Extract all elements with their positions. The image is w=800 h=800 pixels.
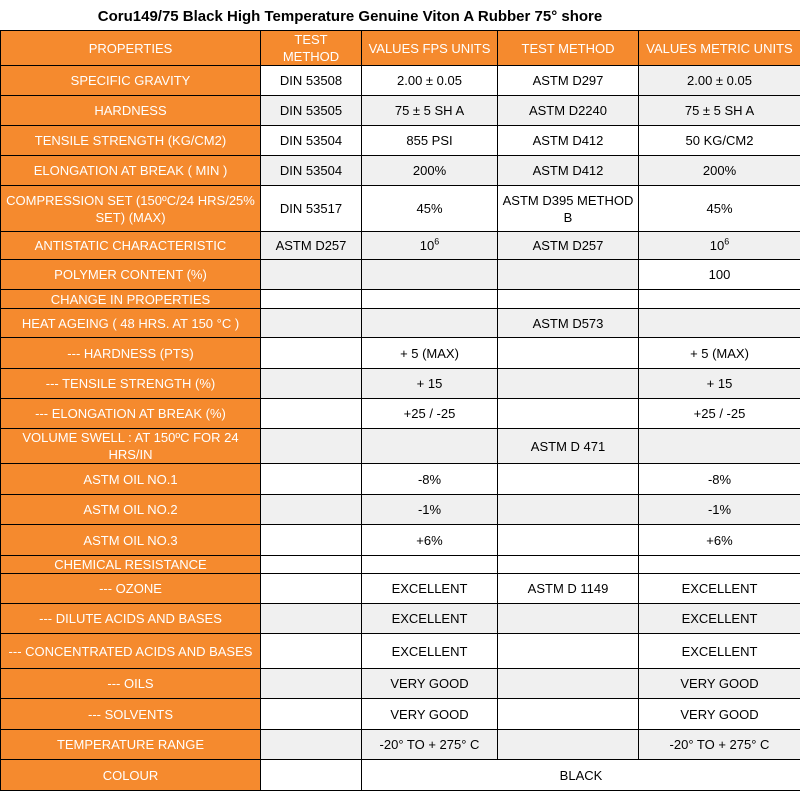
test-method-1 [261, 338, 362, 369]
table-row [1, 730, 800, 760]
section-title: CHEMICAL RESISTANCE [1, 556, 261, 574]
value-fps: + 5 (MAX) [362, 338, 498, 369]
header-properties: PROPERTIES [1, 31, 261, 66]
property-name: HEAT AGEING ( 48 HRS. AT 150 °C ) [1, 309, 261, 338]
test-method-2 [498, 604, 639, 634]
test-method-1 [261, 760, 362, 791]
test-method-2 [498, 730, 639, 760]
document-title: Coru149/75 Black High Temperature Genuine Viton A Rubber 75° shore [97, 8, 603, 25]
property-name: --- OILS [1, 669, 261, 699]
property-name: --- SOLVENTS [1, 699, 261, 730]
property-name: COLOUR [1, 760, 261, 791]
value-fps: -1% [362, 495, 498, 525]
test-method-2: ASTM D412 [498, 156, 639, 186]
test-method-1 [261, 634, 362, 669]
test-method-1 [261, 464, 362, 495]
test-method-1 [261, 730, 362, 760]
test-method-1: DIN 53517 [261, 186, 362, 232]
value-fps: 45% [362, 186, 498, 232]
value-metric: VERY GOOD [639, 669, 800, 699]
header-test-method-2: TEST METHOD [498, 31, 639, 66]
test-method-1 [261, 699, 362, 730]
section-row [1, 556, 800, 574]
value-fps: -8% [362, 464, 498, 495]
property-name: ASTM OIL NO.1 [1, 464, 261, 495]
property-name: --- OZONE [1, 574, 261, 604]
value-metric [639, 309, 800, 338]
property-name: ANTISTATIC CHARACTERISTIC [1, 232, 261, 260]
test-method-2 [498, 634, 639, 669]
table-row [1, 66, 800, 96]
value-fps: 2.00 ± 0.05 [362, 66, 498, 96]
test-method-2: ASTM D 471 [498, 429, 639, 464]
property-name: --- CONCENTRATED ACIDS AND BASES [1, 634, 261, 669]
value-fps: EXCELLENT [362, 574, 498, 604]
test-method-2: ASTM D573 [498, 309, 639, 338]
property-name: --- ELONGATION AT BREAK (%) [1, 399, 261, 429]
test-method-2 [498, 338, 639, 369]
test-method-1: DIN 53504 [261, 126, 362, 156]
table-row [1, 338, 800, 369]
section-row [1, 290, 800, 309]
value-metric: EXCELLENT [639, 634, 800, 669]
value-metric: -1% [639, 495, 800, 525]
value-metric: 50 KG/CM2 [639, 126, 800, 156]
value-metric: 100 [639, 260, 800, 290]
value-fps: + 15 [362, 369, 498, 399]
value-fps [362, 232, 498, 260]
value-metric: 2.00 ± 0.05 [639, 66, 800, 96]
property-name: --- HARDNESS (PTS) [1, 338, 261, 369]
table-row [1, 232, 800, 260]
test-method-1 [261, 525, 362, 556]
value-fps: VERY GOOD [362, 669, 498, 699]
property-name: VOLUME SWELL : AT 150ºC FOR 24 HRS/IN [1, 429, 261, 464]
test-method-1: DIN 53505 [261, 96, 362, 126]
table-row [1, 429, 800, 464]
value-fps: -20° TO + 275° C [362, 730, 498, 760]
test-method-1 [261, 399, 362, 429]
value-fps: +25 / -25 [362, 399, 498, 429]
property-name: TENSILE STRENGTH (KG/CM2) [1, 126, 261, 156]
test-method-1 [261, 574, 362, 604]
header-values-fps: VALUES FPS UNITS [362, 31, 498, 66]
table-row [1, 495, 800, 525]
table-row [1, 186, 800, 232]
value-metric: 75 ± 5 SH A [639, 96, 800, 126]
test-method-2: ASTM D2240 [498, 96, 639, 126]
test-method-1 [261, 604, 362, 634]
table-row [1, 369, 800, 399]
table-row [1, 604, 800, 634]
section-title: CHANGE IN PROPERTIES [1, 290, 261, 309]
value-metric: 200% [639, 156, 800, 186]
test-method-1 [261, 369, 362, 399]
test-method-1: DIN 53508 [261, 66, 362, 96]
value-metric: + 15 [639, 369, 800, 399]
table-row [1, 96, 800, 126]
test-method-2 [498, 464, 639, 495]
test-method-1 [261, 309, 362, 338]
test-method-2: ASTM D297 [498, 66, 639, 96]
property-name: --- TENSILE STRENGTH (%) [1, 369, 261, 399]
value-fps: VERY GOOD [362, 699, 498, 730]
test-method-1 [261, 669, 362, 699]
test-method-2 [498, 525, 639, 556]
value-metric-exponent: 6 [724, 236, 730, 247]
value-fps [362, 429, 498, 464]
property-name: COMPRESSION SET (150ºC/24 HRS/25% SET) (MAX) [1, 186, 261, 232]
value-metric: VERY GOOD [639, 699, 800, 730]
table-row [1, 699, 800, 730]
value-metric: EXCELLENT [639, 574, 800, 604]
test-method-1: DIN 53504 [261, 156, 362, 186]
value-metric [639, 429, 800, 464]
test-method-1 [261, 260, 362, 290]
property-name: ELONGATION AT BREAK ( MIN ) [1, 156, 261, 186]
table-row [1, 634, 800, 669]
test-method-2 [498, 260, 639, 290]
value-fps [362, 309, 498, 338]
test-method-2 [498, 369, 639, 399]
value-metric: + 5 (MAX) [639, 338, 800, 369]
properties-table [0, 30, 800, 791]
property-name: TEMPERATURE RANGE [1, 730, 261, 760]
property-name: SPECIFIC GRAVITY [1, 66, 261, 96]
table-row [1, 464, 800, 495]
test-method-2 [498, 399, 639, 429]
value-fps-base: 10 [419, 238, 435, 253]
property-name: ASTM OIL NO.2 [1, 495, 261, 525]
property-name: --- DILUTE ACIDS AND BASES [1, 604, 261, 634]
value-metric-base: 10 [709, 238, 725, 253]
test-method-2 [498, 495, 639, 525]
table-row [1, 574, 800, 604]
test-method-2 [498, 669, 639, 699]
value-metric: 45% [639, 186, 800, 232]
table-row [1, 399, 800, 429]
value-metric: EXCELLENT [639, 604, 800, 634]
value-metric: +25 / -25 [639, 399, 800, 429]
value-fps-exponent: 6 [434, 236, 440, 247]
value-fps: +6% [362, 525, 498, 556]
merged-value: BLACK [362, 760, 800, 791]
test-method-2 [498, 699, 639, 730]
test-method-1 [261, 429, 362, 464]
test-method-1: ASTM D257 [261, 232, 362, 260]
value-metric: -20° TO + 275° C [639, 730, 800, 760]
table-row [1, 525, 800, 556]
test-method-1 [261, 495, 362, 525]
test-method-2: ASTM D395 METHOD B [498, 186, 639, 232]
value-metric: -8% [639, 464, 800, 495]
test-method-2: ASTM D412 [498, 126, 639, 156]
value-fps: 200% [362, 156, 498, 186]
value-metric [639, 232, 800, 260]
header-test-method-1: TEST METHOD [261, 31, 362, 66]
value-fps: 75 ± 5 SH A [362, 96, 498, 126]
value-fps: 855 PSI [362, 126, 498, 156]
table-row [1, 309, 800, 338]
test-method-2: ASTM D257 [498, 232, 639, 260]
value-fps [362, 260, 498, 290]
table-row [1, 669, 800, 699]
table-row [1, 260, 800, 290]
value-fps: EXCELLENT [362, 634, 498, 669]
property-name: ASTM OIL NO.3 [1, 525, 261, 556]
table-row [1, 760, 800, 791]
value-metric: +6% [639, 525, 800, 556]
value-fps: EXCELLENT [362, 604, 498, 634]
table-header-row [1, 31, 800, 66]
table-row [1, 126, 800, 156]
header-values-metric: VALUES METRIC UNITS [639, 31, 800, 66]
table-row [1, 156, 800, 186]
test-method-2: ASTM D 1149 [498, 574, 639, 604]
property-name: HARDNESS [1, 96, 261, 126]
property-name: POLYMER CONTENT (%) [1, 260, 261, 290]
